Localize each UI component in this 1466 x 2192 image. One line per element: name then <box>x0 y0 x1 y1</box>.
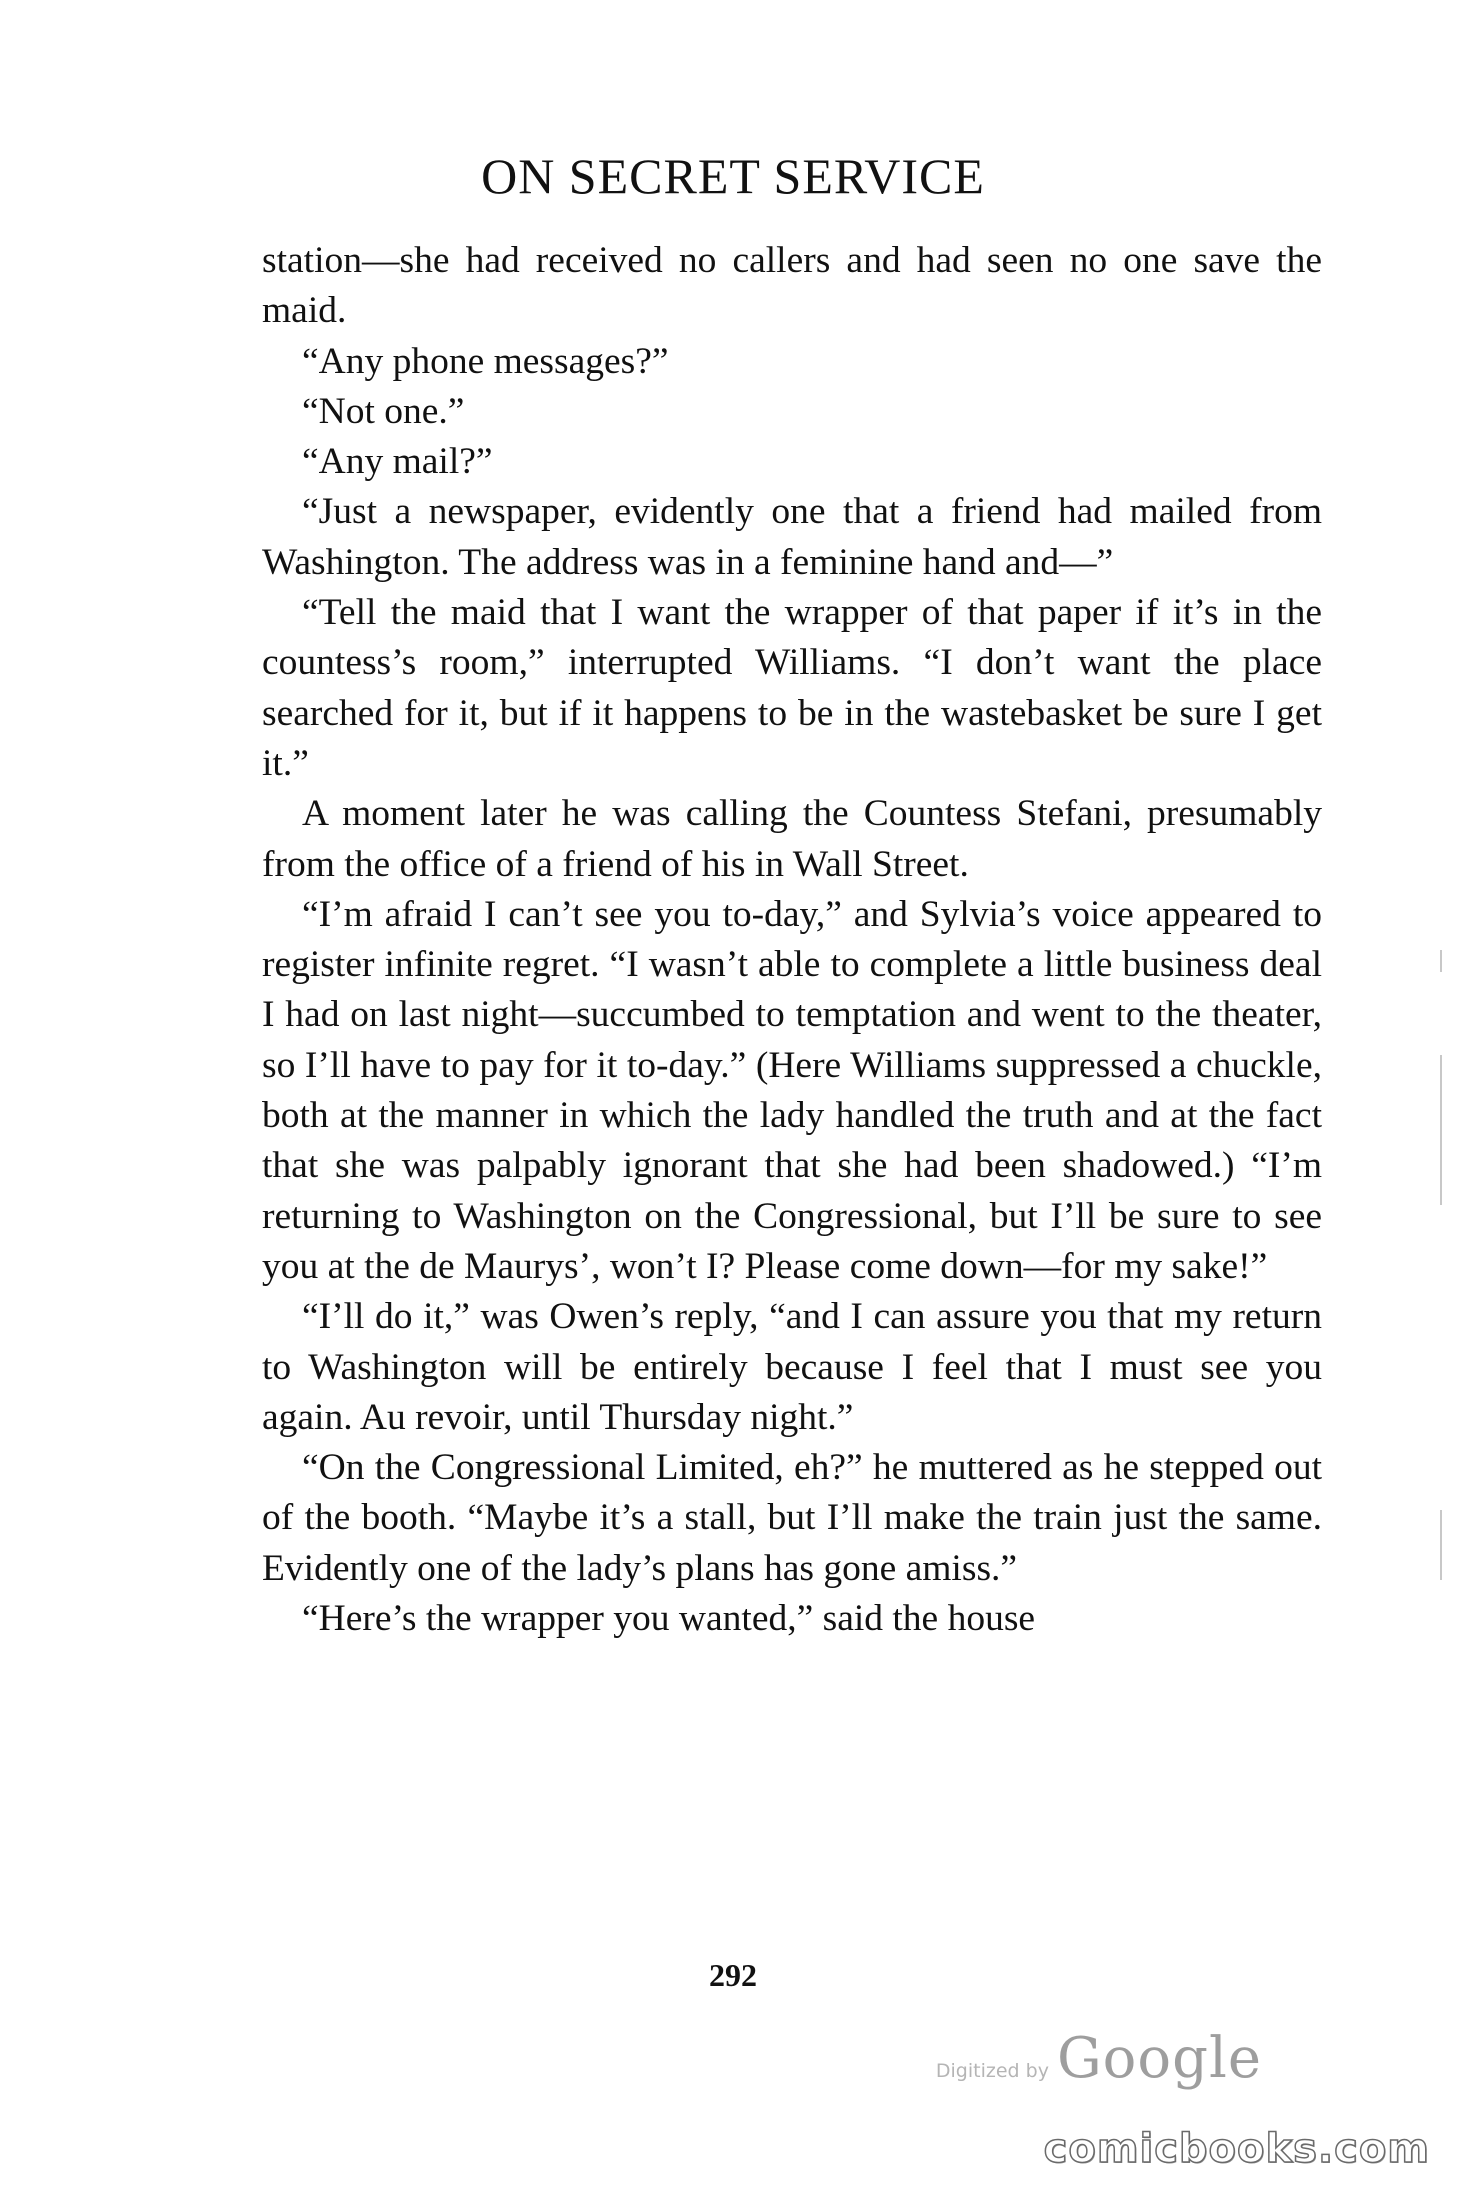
paragraph: “Any phone messages?” <box>302 340 669 382</box>
margin-scan-mark <box>1440 950 1442 972</box>
paragraph: A moment later he was calling the Countess Stefani, presumably from the office of a friend of his in Wall Street. <box>262 793 1322 885</box>
paragraph: “Any mail?” <box>302 441 493 483</box>
paragraph: “I’ll do it,” was Owen’s reply, “and I can assure you that my return to Washington will be entirely because I feel that I must see you again. Au revoir, until Thursday night.” <box>262 1296 1322 1438</box>
paragraph: “Tell the maid that I want the wrapper of that paper if it’s in the countess’s room,” interrupted Williams. “I don’t want the place searched for it, but if it happens to be in the wastebasket be sure I get it.” <box>262 592 1322 784</box>
google-watermark <box>936 2026 1262 2091</box>
paragraph: “Not one.” <box>302 390 465 432</box>
paragraph: “Just a newspaper, evidently one that a friend had mailed from Washington. The address was in a feminine hand and—” <box>262 491 1322 583</box>
paragraph: station—she had received no callers and had seen no one save the maid. <box>262 240 1322 332</box>
paragraph: “Here’s the wrapper you wanted,” said the house <box>302 1598 1036 1640</box>
page-number: 292 <box>709 1957 757 1993</box>
margin-scan-mark <box>1440 1510 1442 1580</box>
paragraph: “On the Congressional Limited, eh?” he muttered as he stepped out of the booth. “Maybe it’s a stall, but I’ll make the train just the same. Evidently one of the lady’s plans has gone amiss.” <box>262 1447 1322 1589</box>
digitized-by-label: Digitized by <box>935 2060 1049 2082</box>
page-title: ON SECRET SERVICE <box>481 148 985 204</box>
paragraph: “I’m afraid I can’t see you to-day,” and Sylvia’s voice appeared to register infinite regret. “I wasn’t able to complete a little business deal I had on last night—succumbed to temptation and went to the theater, so I’ll have to pay for it to-day.” (Here Williams suppressed a chuckle, both at the manner in which the lady handled the truth and at the fact that she was palpably ignorant that she had been shadowed.) “I’m returning to Washington on the Congressional, but I’ll be sure to see you at the de Maurys’, won’t I? Please come down—for my sake!” <box>262 893 1322 1287</box>
margin-scan-mark <box>1440 1055 1442 1205</box>
google-logo-text: Google <box>1056 2026 1262 2091</box>
body-text <box>262 236 1322 1644</box>
site-watermark: comicbooks.com <box>1043 2126 1430 2172</box>
